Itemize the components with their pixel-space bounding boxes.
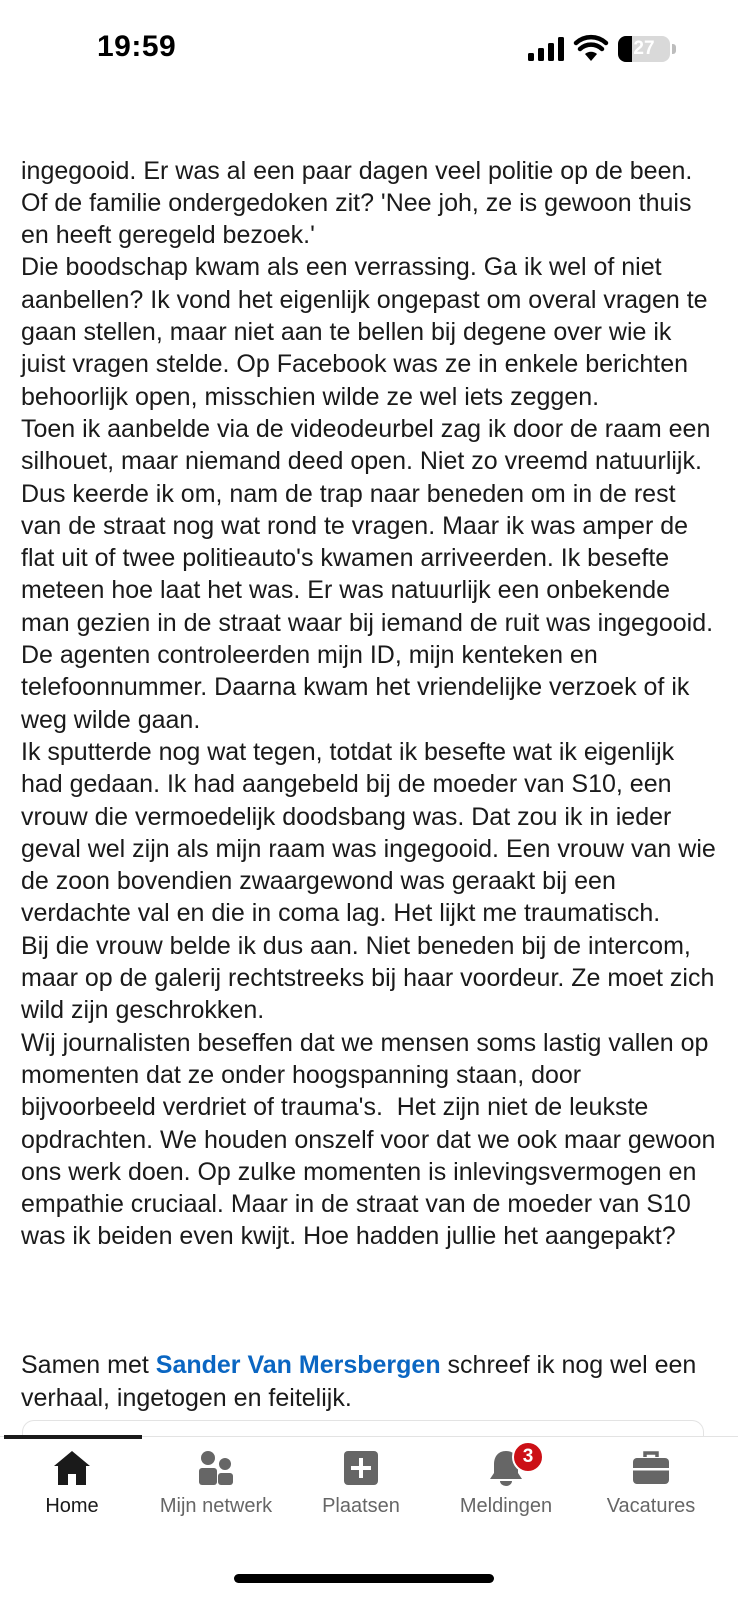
bell-icon [436,1447,576,1489]
nav-network[interactable] [146,1447,286,1518]
home-icon [2,1447,142,1489]
battery-cap [672,44,676,54]
footer-text-before: Samen met [21,1351,156,1380]
briefcase-icon [581,1447,721,1489]
nav-home[interactable] [2,1447,142,1518]
active-tab-indicator [4,1435,142,1439]
mention-link[interactable]: Sander Van Mersbergen [155,1351,441,1380]
status-time: 19:59 [97,30,177,63]
status-icons [528,36,676,62]
post-paragraph: Wij journalisten beseffen dat we mensen soms lastig vallen op momenten dat ze onder hoogspanning staan, door bijvoorbeeld verdriet of trauma's. Het zijn niet de leukste opdrachten. We houden onszelf voor dat we ook maar gewoon ons werk doen. Op zulke momenten is inlevingsvermogen en empathie cruciaal. Maar in de straat van de moeder van S10 was ik beiden even kwijt. Hoe hadden jullie het aangepakt? [21,1028,723,1251]
footer-text-after: schreef ik nog wel een verhaal, ingetogen en feitelijk. [21,1351,704,1412]
post-paragraph: Die boodschap kwam als een verrassing. Ga ik wel of niet aanbellen? Ik vond het eigenlijk ongepast om overal vragen te gaan stellen, maar niet aan te bellen bij degene over wie ik juist vragen stelde. Op Facebook was ze in enkele berichten behoorlijk open, misschien wilde ze wel iets zeggen. [21,253,715,411]
nav-label-home: Home [45,1495,99,1517]
post-text [21,90,721,1478]
network-icon [146,1447,286,1489]
post-paragraph: Bij die vrouw belde ik dus aan. Niet beneden bij de intercom, maar op de galerij rechtstreeks bij haar voordeur. Ze moet zich wild zijn geschrokken. [21,931,722,1025]
nav-notifications[interactable] [436,1447,576,1518]
notification-badge: 3 [512,1441,544,1473]
home-indicator[interactable] [234,1574,494,1583]
wifi-icon [574,37,608,61]
post-footer-paragraph [21,1349,721,1414]
nav-post[interactable] [291,1447,431,1518]
post-body[interactable] [21,90,721,1430]
nav-jobs[interactable] [581,1447,721,1518]
post-paragraph: Toen ik aanbelde via de videodeurbel zag ik door de raam een silhouet, maar niemand deed open. Niet zo vreemd natuurlijk. Dus keerde ik om, nam de trap naar beneden om in de rest van de straat nog wat rond te vragen. Maar ik was amper de flat uit of twee politieauto's kwamen arriveerden. Ik besefte meteen hoe laat het was. Er was natuurlijk een onbekende man gezien in de straat waar bij iemand de ruit was ingegooid. De agenten controleerden mijn ID, mijn kenteken en telefoonnummer. Daarna kwam het vriendelijke verzoek of ik weg wilde gaan. [21,414,721,734]
status-bar [0,0,738,96]
battery-icon [618,36,670,62]
battery-percentage: 27 [633,38,655,59]
nav-label-post: Plaatsen [322,1495,400,1517]
post-paragraph: Ik sputterde nog wat tegen, totdat ik besefte wat ik eigenlijk had gedaan. Ik had aangebeld bij de moeder van S10, een vrouw die vermoedelijk doodsbang was. Dat zou ik in ieder geval wel zijn als mijn raam was ingegooid. Een vrouw van wie de zoon bovendien zwaargewond was geraakt bij een verdachte val en die in coma lag. Het lijkt me traumatisch. [21,737,723,928]
nav-label-notifications: Meldingen [459,1495,553,1517]
post-paragraph: ingegooid. Er was al een paar dagen veel politie op de been. Of de familie ondergedoken zit? 'Nee joh, ze is gewoon thuis en heeft geregeld bezoek.' [21,156,700,250]
post-paragraphs [21,155,721,1253]
post-plus-icon [291,1447,431,1489]
nav-label-jobs: Vacatures [606,1495,696,1517]
cellular-signal-icon [528,37,564,61]
nav-label-network: Mijn netwerk [159,1495,273,1517]
